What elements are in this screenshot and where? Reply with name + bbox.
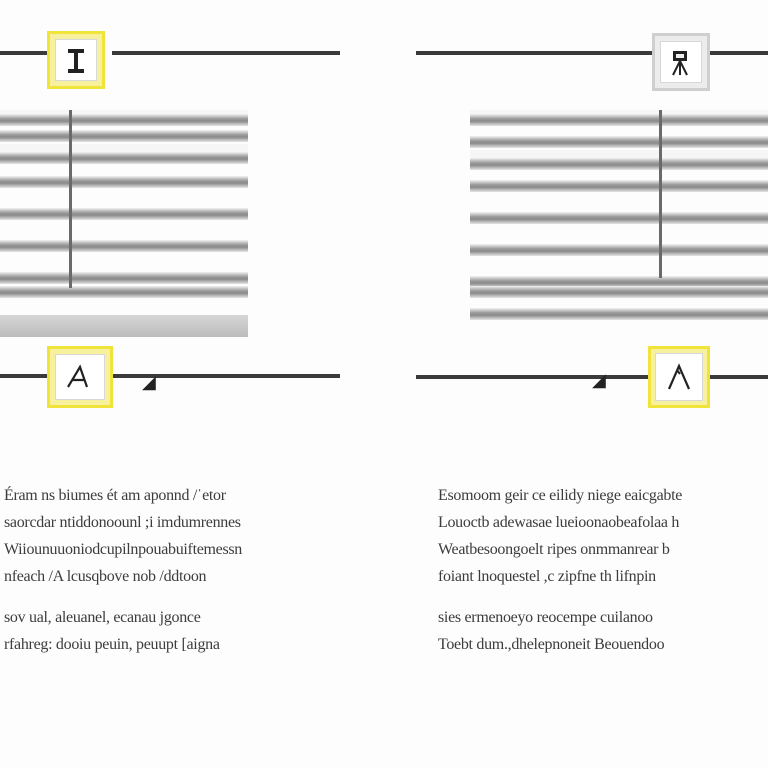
stripe-table [0, 110, 248, 338]
bottom-rule [710, 375, 768, 379]
text-line: saorcdar ntiddonoounl ;i imdumrennes [4, 514, 241, 531]
stripe-table [470, 110, 768, 338]
text-line: Wiiounuuoniodcupilnpouabuiftemessn [4, 541, 243, 558]
text-line: Toebt dum.,dhelepnoneit Beouendoo [438, 636, 665, 653]
text-line: rfahreg: dooiu peuin, peuupt [aigna [4, 636, 220, 653]
bottom-badge[interactable] [47, 346, 113, 408]
footnote-text [438, 604, 664, 658]
top-rule [710, 51, 768, 55]
text-line: Esomoom geir ce eilidy niege eaicgabte [438, 487, 683, 504]
top-badge[interactable] [652, 33, 710, 91]
caret-icon: ◢ [592, 370, 606, 391]
text-line: Louoctb adewasae lueioonaobeafolaa h [438, 514, 680, 531]
right-panel [384, 0, 768, 768]
compass-a-icon [655, 353, 703, 401]
bottom-badge[interactable] [648, 346, 710, 408]
text-line: sies ermenoeyo reocempe cuilanoo [438, 609, 653, 626]
top-rule [0, 51, 48, 55]
text-line: foiant lnoquestel ,c zipfne th lifnpin [438, 568, 656, 585]
top-badge[interactable] [47, 31, 105, 89]
text-line: Weatbesoongoelt ripes onmmanrear b [438, 541, 670, 558]
column-divider [69, 110, 72, 288]
bottom-rule [0, 374, 48, 378]
pause-stand-icon [55, 39, 97, 81]
column-divider [659, 110, 662, 278]
body-text [4, 482, 242, 590]
text-line: nfeach /A lcusqbove nob /ddtoon [4, 568, 207, 585]
top-rule [416, 51, 656, 55]
text-line: Éram ns biumes ét am aponnd /ˈetor [4, 487, 226, 504]
caret-icon: ◢ [142, 372, 156, 393]
bottom-rule [416, 375, 656, 379]
text-line: sov ual, aleuanel, ecanau jgonce [4, 609, 201, 626]
tripod-camera-icon [660, 41, 702, 83]
letter-a-icon [55, 354, 105, 400]
footnote-text [4, 604, 220, 658]
top-rule [112, 51, 340, 55]
body-text [438, 482, 682, 590]
